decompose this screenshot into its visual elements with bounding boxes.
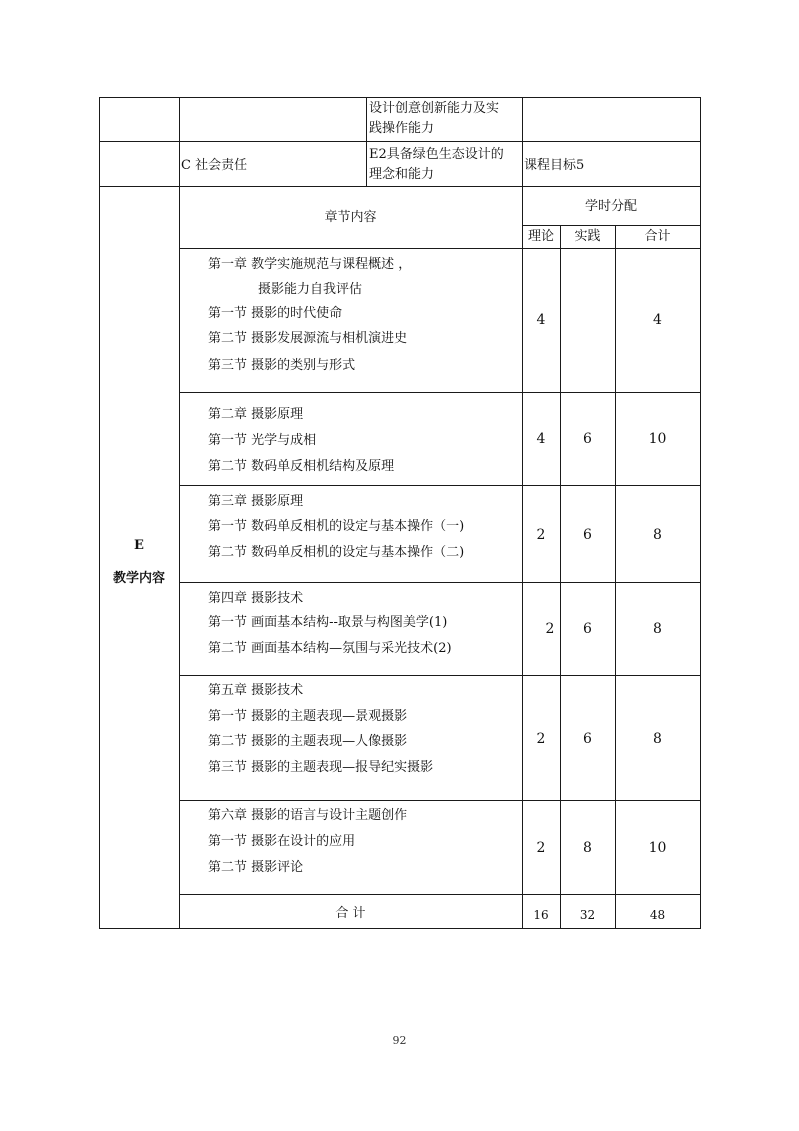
table-rule bbox=[522, 225, 701, 226]
theory-hours: 4 bbox=[536, 312, 546, 328]
chapter-line: 第三节 摄影的类别与形式 bbox=[208, 358, 356, 373]
chapter-line: 第一章 教学实施规范与课程概述 ， bbox=[208, 257, 412, 272]
chapter-line: 第二节 数码单反相机的设定与基本操作（二) bbox=[208, 545, 465, 560]
table-rule bbox=[179, 248, 701, 249]
chapter-line: 第二节 数码单反相机结构及原理 bbox=[208, 459, 395, 474]
table-rule bbox=[179, 392, 701, 393]
page-number: 92 bbox=[392, 1034, 407, 1047]
total-hours: 8 bbox=[653, 731, 662, 747]
table-border-top bbox=[99, 97, 701, 98]
chapter-line: 摄影能力自我评估 bbox=[258, 282, 363, 297]
chapter-line: 第一节 摄影的时代使命 bbox=[208, 306, 343, 321]
header-hours: 学时分配 bbox=[584, 199, 637, 214]
course-goal: 课程目标5 bbox=[524, 158, 585, 173]
header-theory: 理论 bbox=[527, 229, 554, 244]
table-rule bbox=[522, 97, 523, 929]
table-border-left bbox=[99, 97, 100, 929]
practice-hours: 6 bbox=[583, 527, 592, 543]
chapter-line: 第三节 摄影的主题表现—报导纪实摄影 bbox=[208, 760, 434, 775]
section-title: 教学内容 bbox=[112, 571, 165, 586]
table-rule bbox=[99, 141, 701, 142]
practice-hours: 6 bbox=[583, 731, 592, 747]
table-rule bbox=[179, 894, 701, 895]
chapter-line: 第二节 摄影的主题表现—人像摄影 bbox=[208, 734, 408, 749]
chapter-line: 第二章 摄影原理 bbox=[208, 407, 304, 422]
practice-hours: 8 bbox=[583, 840, 592, 856]
chapter-line: 第一节 光学与成相 bbox=[208, 433, 317, 448]
objective-desc-line: E2具备绿色生态设计的 bbox=[369, 147, 504, 162]
sum-theory: 16 bbox=[533, 908, 549, 922]
chapter-line: 第一节 数码单反相机的设定与基本操作（一) bbox=[208, 519, 465, 534]
objective-desc-line: 设计创意创新能力及实 bbox=[369, 101, 500, 116]
table-rule bbox=[179, 485, 701, 486]
theory-hours: 4 bbox=[536, 431, 546, 447]
header-practice: 实践 bbox=[574, 229, 601, 244]
total-hours: 4 bbox=[653, 312, 662, 328]
table-rule bbox=[560, 225, 561, 929]
theory-hours: 2 bbox=[536, 840, 546, 856]
sum-total: 48 bbox=[649, 908, 666, 922]
chapter-line: 第一节 画面基本结构--取景与构图美学(1) bbox=[208, 615, 448, 630]
total-hours: 8 bbox=[653, 621, 662, 637]
header-total: 合计 bbox=[644, 229, 671, 244]
practice-hours: 6 bbox=[583, 431, 592, 447]
theory-hours: 2 bbox=[545, 621, 555, 637]
section-letter: E bbox=[134, 538, 144, 553]
total-hours: 10 bbox=[648, 431, 667, 447]
chapter-line: 第二节 摄影发展源流与相机演进史 bbox=[208, 331, 408, 346]
chapter-line: 第六章 摄影的语言与设计主题创作 bbox=[208, 808, 408, 823]
chapter-line: 第四章 摄影技术 bbox=[208, 591, 304, 606]
practice-hours: 6 bbox=[583, 621, 592, 637]
objective-category: C 社会责任 bbox=[181, 158, 248, 173]
theory-hours: 2 bbox=[536, 731, 546, 747]
objective-desc-line: 践操作能力 bbox=[369, 121, 435, 136]
table-rule bbox=[179, 582, 701, 583]
chapter-line: 第二节 画面基本结构—氛围与采光技术(2) bbox=[208, 641, 452, 656]
total-hours: 8 bbox=[653, 527, 662, 543]
objective-desc-line: 理念和能力 bbox=[369, 167, 435, 182]
sum-label: 合 计 bbox=[335, 906, 366, 921]
chapter-line: 第一节 摄影的主题表现—景观摄影 bbox=[208, 709, 408, 724]
theory-hours: 2 bbox=[536, 527, 546, 543]
chapter-line: 第二节 摄影评论 bbox=[208, 860, 304, 875]
table-rule bbox=[615, 225, 616, 929]
table-rule bbox=[99, 186, 701, 187]
table-border-bottom bbox=[99, 928, 701, 929]
chapter-line: 第一节 摄影在设计的应用 bbox=[208, 834, 356, 849]
chapter-line: 第五章 摄影技术 bbox=[208, 683, 304, 698]
header-content: 章节内容 bbox=[324, 210, 377, 225]
table-rule bbox=[179, 800, 701, 801]
table-rule bbox=[366, 97, 367, 186]
sum-practice: 32 bbox=[579, 908, 596, 922]
table-rule bbox=[179, 675, 701, 676]
table-border-right bbox=[700, 97, 701, 929]
chapter-line: 第三章 摄影原理 bbox=[208, 494, 304, 509]
total-hours: 10 bbox=[648, 840, 667, 856]
